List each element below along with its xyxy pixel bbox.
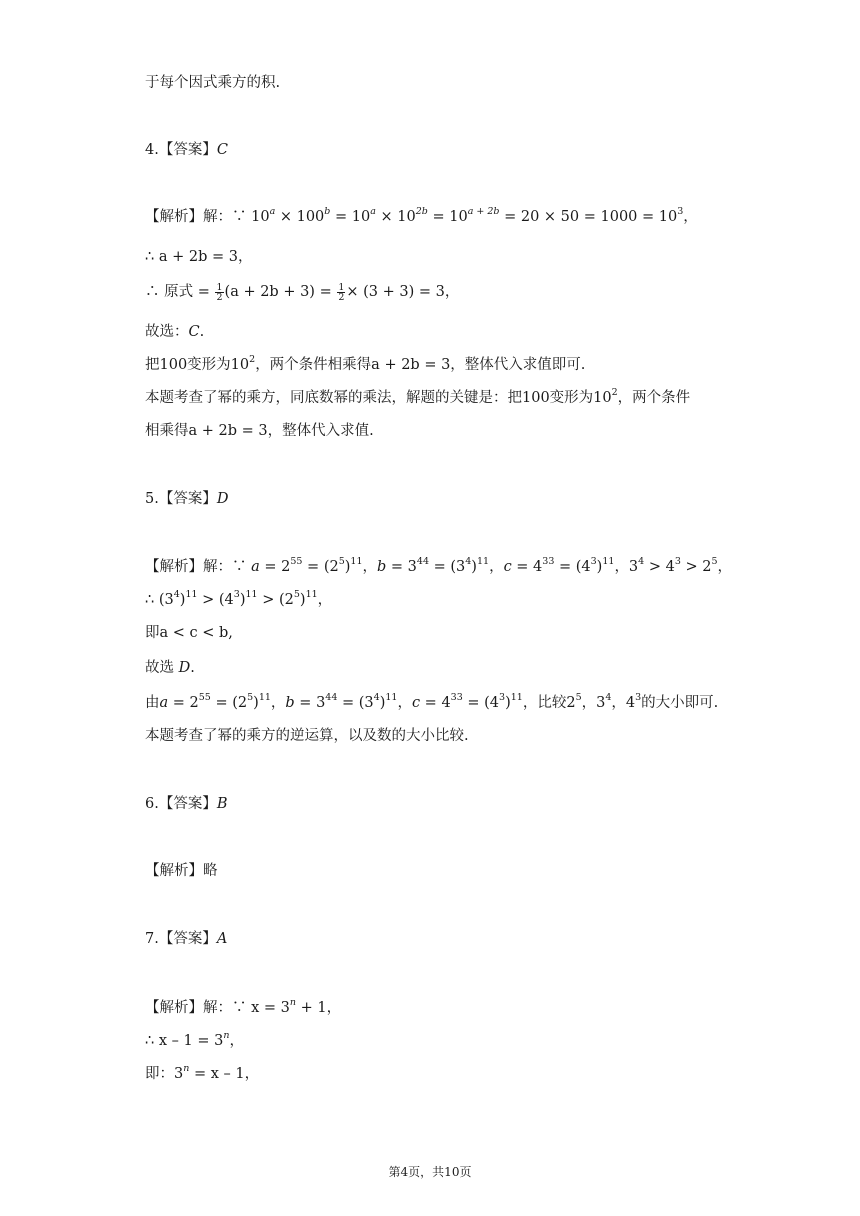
q5-answer [145,489,228,509]
q5-answer-value: D [216,491,229,507]
q6-answer [145,794,228,814]
q5-line-3: 即a < c < b, [145,625,233,641]
q6-analysis: 【解析】略 [145,863,218,879]
q5-line-6: 本题考查了幂的乘方的逆运算，以及数的大小比较. [145,728,469,744]
q7-answer-head: 7.【答案】 [145,931,217,947]
q4-line-3: ∴ 原式 = $\frac{1}{2}$ (a + 2b + 3) = $\frac{1}{2}$ × (3 + 3) = 3， [145,281,460,303]
q4-answer-head: 4.【答案】 [145,142,217,158]
q5-answer-head: 5.【答案】 [145,491,217,507]
q4-line-7: 相乘得a + 2b = 3，整体代入求值. [145,423,374,439]
q4-answer [145,140,228,160]
intro-line: 于每个因式乘方的积. [145,75,281,91]
q7-answer-value: A [216,931,228,947]
q7-line-1: 【解析】解：∵ $x = 3^n + 1$， [145,997,342,1016]
q5-line-2: ∴ $(3^4)^{11} > (4^3)^{11} > (2^5)^{11}$， [145,589,333,608]
q5-line-4: 故选 D. [145,660,195,676]
fraction-half: $\frac{1}{2}$ [338,281,345,303]
q5-line-5: 由$a = 2^{55} = (2^5)^{11}$，$b = 3^{44} = (3^4)^{11}$，$c = 4^{33} = (4^3)^{11}$，比较$2^5$，$3^4$，$4^3$的大小即可. [145,692,719,711]
q6-answer-head: 6.【答案】 [145,796,217,812]
q5-line-1: 【解析】解：∵ $a = 2^{55} = (2^5)^{11}$，$b = 3^{44} = (3^4)^{11}$，$c = 4^{33} = (4^3)^{11}$，$3^4 > 4^3 > 2^5$， [145,556,732,575]
q4-line-5: 把100变形为$10^2$，两个条件相乘得a + 2b = 3，整体代入求值即可. [145,354,586,373]
q7-line-3: 即：3$^n$ = x – 1， [145,1063,260,1082]
q6-answer-value: B [216,796,228,812]
q7-answer [145,929,227,949]
q4-line-4: 故选：C. [145,324,205,340]
q7-line-2: ∴ $x - 1 = 3^n$， [145,1030,244,1049]
q4-line-2: ∴ a + 2b = 3， [145,249,253,265]
page-footer: 第4页，共10页 [388,1165,472,1179]
q4-line-1: 【解析】解：∵ $10^a \times 100^b = 10^a \times 10^{2b} = 10^{a + 2b} = 20 \times 50 = 1000 = 10^3$， [145,206,698,225]
q4-line-6: 本题考查了幂的乘方，同底数幂的乘法，解题的关键是：把100变形为$10^2$，两个条件 [145,387,691,406]
fraction-half: $\frac{1}{2}$ [216,281,223,303]
q4-answer-value: C [216,142,228,158]
